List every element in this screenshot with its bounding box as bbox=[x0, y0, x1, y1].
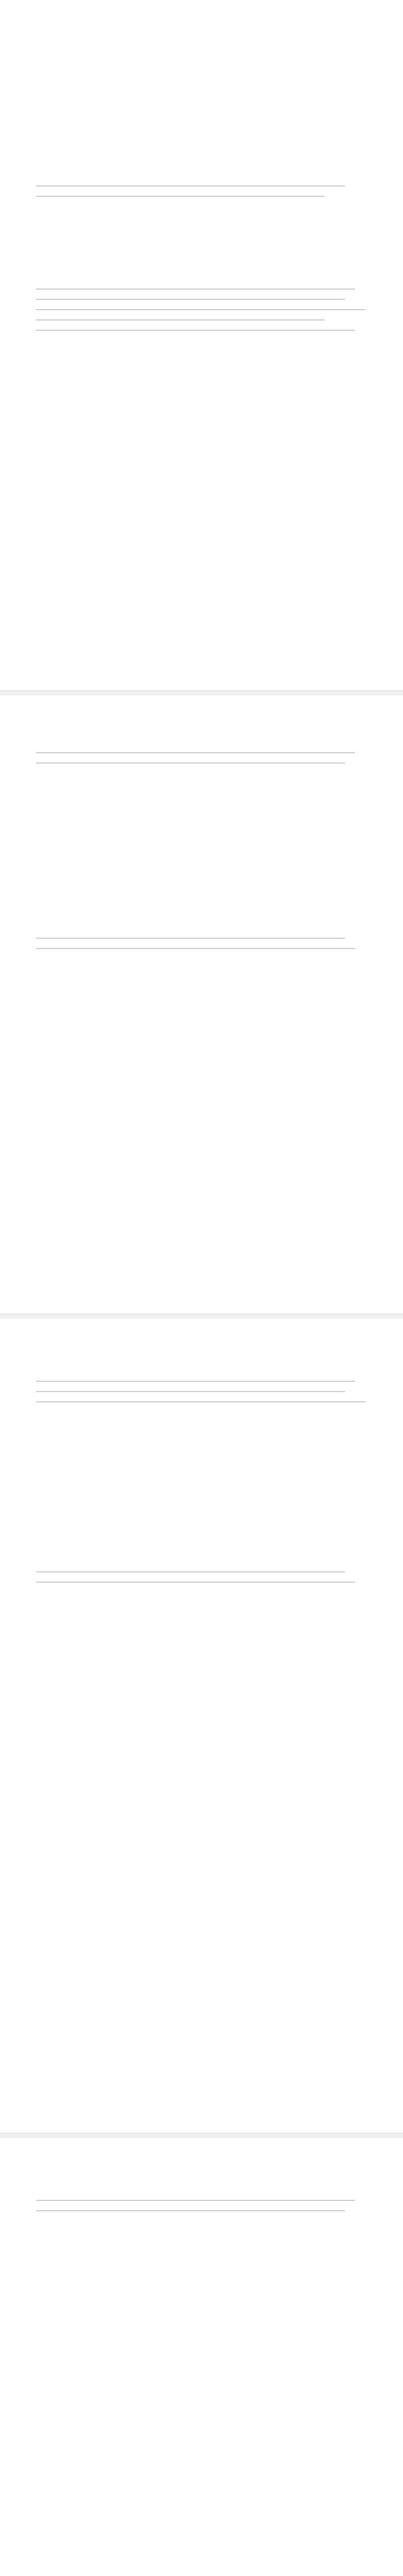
text-placeholder-line bbox=[36, 185, 345, 187]
text-placeholder-line bbox=[36, 330, 355, 331]
text-placeholder-line bbox=[36, 762, 345, 764]
text-placeholder-line bbox=[36, 752, 355, 753]
page-4 bbox=[0, 2138, 403, 2576]
page-1 bbox=[0, 0, 403, 690]
text-placeholder-line bbox=[36, 319, 324, 320]
text-placeholder-line bbox=[36, 299, 345, 300]
text-placeholder-line bbox=[36, 948, 355, 949]
text-placeholder-line bbox=[36, 938, 345, 939]
text-placeholder-line bbox=[36, 1381, 355, 1382]
text-placeholder-line bbox=[36, 196, 324, 197]
text-placeholder-line bbox=[36, 309, 365, 310]
text-placeholder-line bbox=[36, 2200, 355, 2201]
page-2 bbox=[0, 696, 403, 1314]
text-placeholder-line bbox=[36, 1571, 345, 1572]
text-placeholder-line bbox=[36, 1401, 365, 1402]
text-placeholder-line bbox=[36, 2210, 345, 2211]
page-3 bbox=[0, 1319, 403, 2133]
text-placeholder-line bbox=[36, 1582, 355, 1583]
text-placeholder-line bbox=[36, 289, 355, 290]
text-placeholder-line bbox=[36, 1391, 345, 1392]
